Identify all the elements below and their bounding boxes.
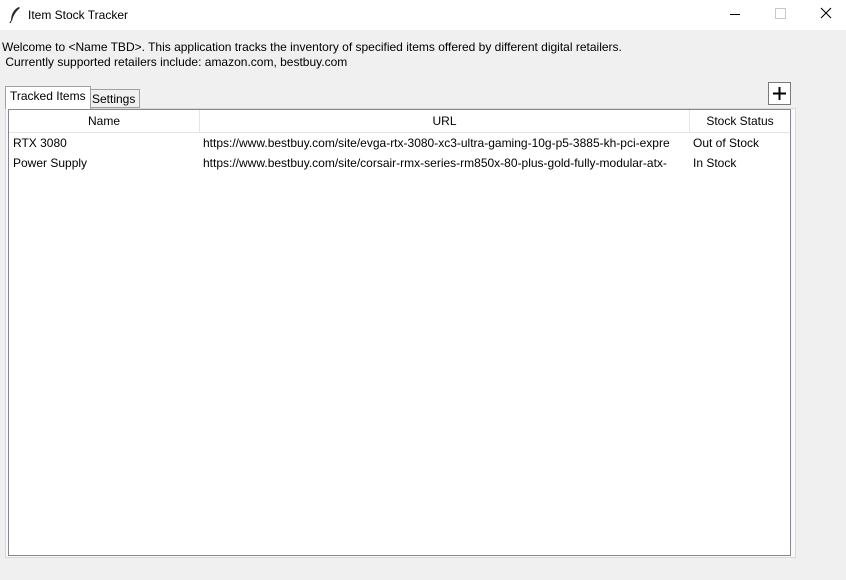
table-row[interactable] bbox=[9, 133, 790, 153]
cell-stock-status: Out of Stock bbox=[693, 136, 760, 150]
maximize-icon bbox=[757, 0, 803, 30]
tab-settings[interactable]: Settings bbox=[87, 89, 140, 108]
add-item-button[interactable] bbox=[768, 82, 791, 105]
maximize-button[interactable] bbox=[757, 0, 803, 30]
table-row[interactable] bbox=[9, 153, 790, 173]
cell-url: https://www.bestbuy.com/site/corsair-rmx-series-rm850x-80-plus-gold-fully-modular-atx- bbox=[203, 156, 667, 170]
feather-icon bbox=[8, 6, 22, 24]
intro-line-1: Welcome to <Name TBD>. This application tracks the inventory of specified items offered by different digital retailers. bbox=[2, 40, 622, 54]
cell-stock-status: In Stock bbox=[693, 156, 737, 170]
tab-tracked-items[interactable]: Tracked Items bbox=[5, 86, 91, 109]
table-header bbox=[9, 110, 790, 133]
cell-url: https://www.bestbuy.com/site/evga-rtx-3080-xc3-ultra-gaming-10g-p5-3885-kh-pci-expre bbox=[203, 136, 670, 150]
cell-name: Power Supply bbox=[13, 156, 88, 170]
minimize-button[interactable] bbox=[712, 0, 758, 30]
close-button[interactable] bbox=[802, 0, 846, 30]
minimize-icon bbox=[712, 0, 758, 30]
close-icon bbox=[802, 0, 846, 30]
title-bar bbox=[0, 0, 846, 30]
tracked-items-table[interactable] bbox=[8, 109, 791, 556]
cell-name: RTX 3080 bbox=[13, 136, 67, 150]
column-header-url[interactable]: URL bbox=[200, 110, 690, 132]
column-header-stock-status[interactable]: Stock Status bbox=[706, 114, 774, 128]
column-header-name[interactable]: Name bbox=[9, 110, 200, 132]
intro-line-2: Currently supported retailers include: amazon.com, bestbuy.com bbox=[2, 55, 348, 69]
intro-text bbox=[2, 40, 622, 70]
plus-icon bbox=[769, 83, 790, 104]
window-title: Item Stock Tracker bbox=[28, 8, 129, 22]
